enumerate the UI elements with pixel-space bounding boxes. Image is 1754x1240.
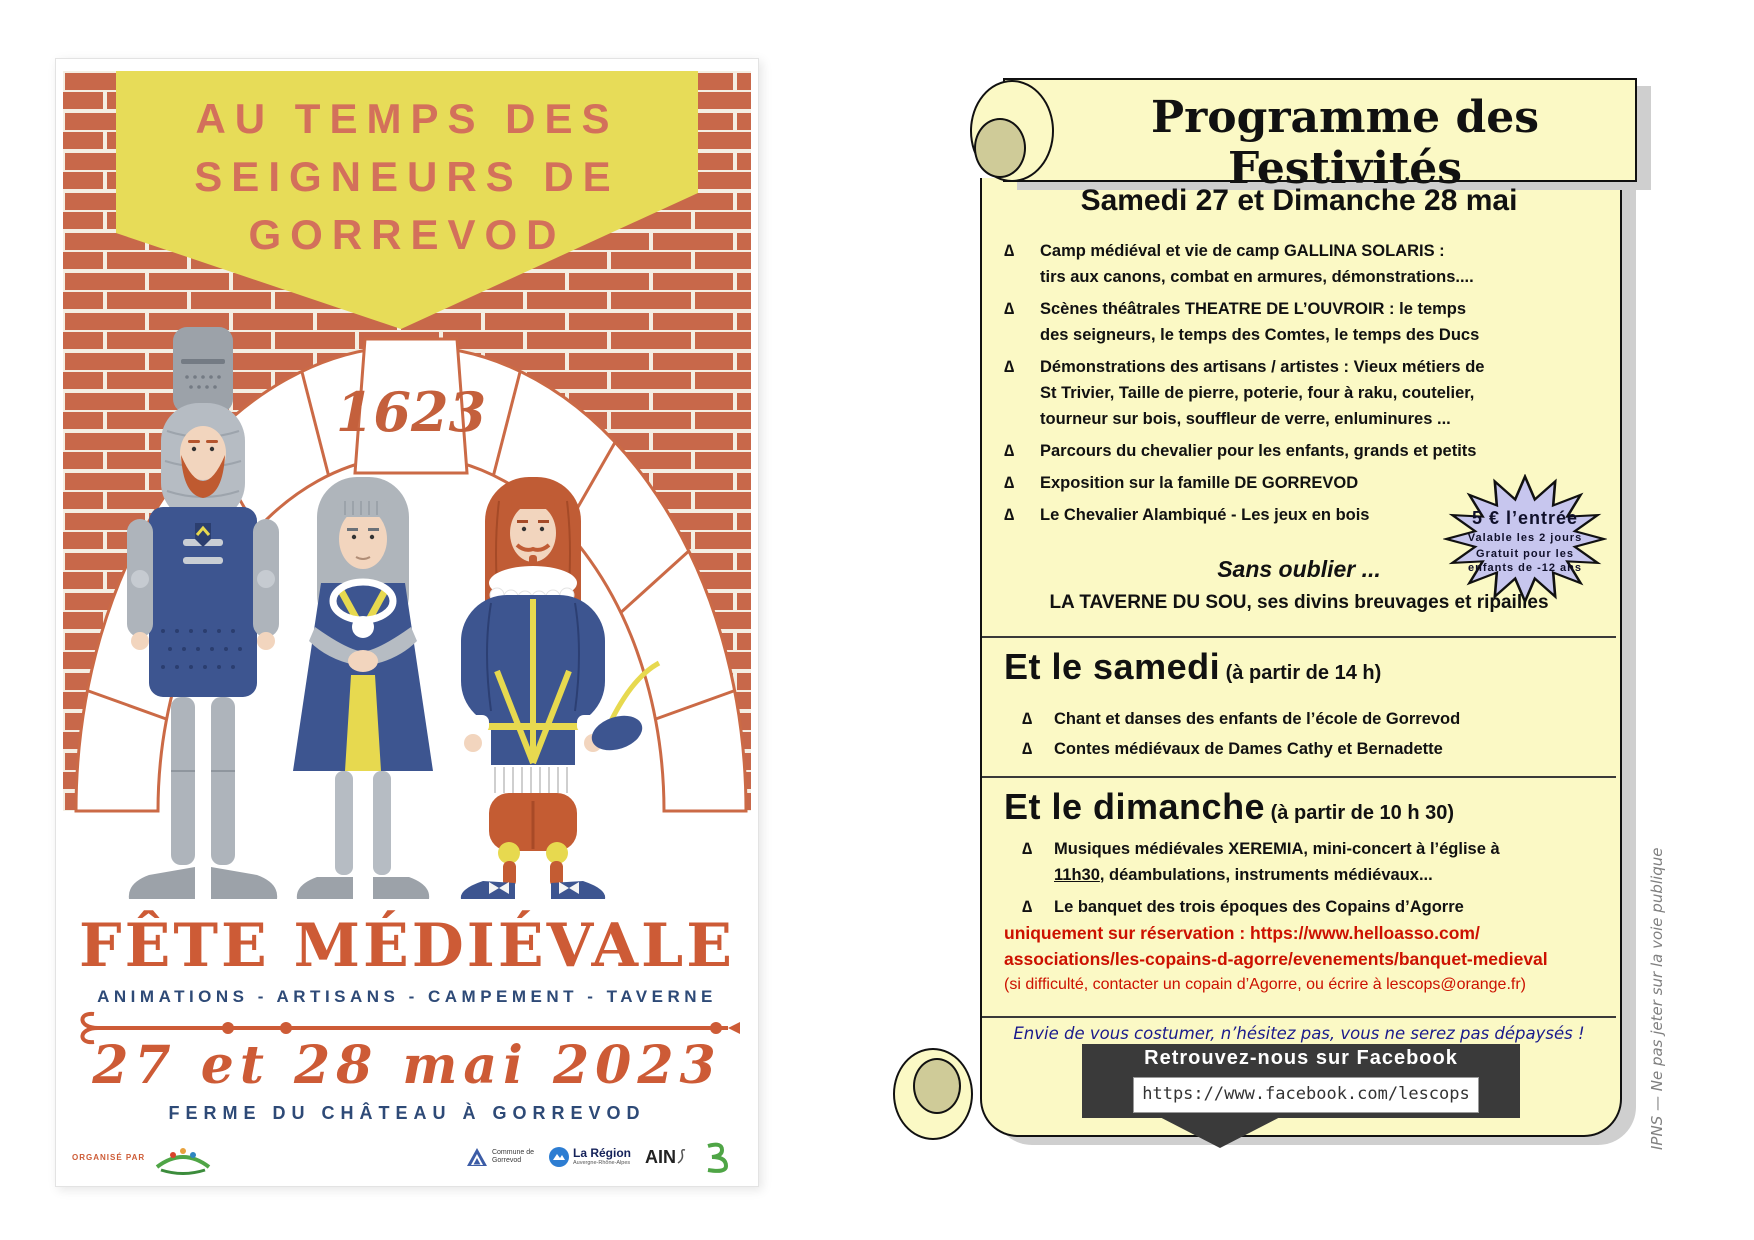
facebook-banner <box>1082 1044 1520 1118</box>
medieval-poster <box>55 58 759 1187</box>
sunday-items <box>1022 836 1500 920</box>
list-item: ∆ Camp médiéval et vie de camp GALLINA SOLARIS : <box>1002 238 1608 264</box>
print-margin-note: IPNS — Ne pas jeter sur la voie publique <box>1648 847 1666 1150</box>
costume-note: Envie de vous costumer, n’hésitez pas, vous ne serez pas dépaysés ! <box>1013 1024 1585 1043</box>
list-item-continuation: 11h30, déambulations, instruments médiévaux... <box>1054 866 1433 884</box>
poster-subtitle: ANIMATIONS - ARTISANS - CAMPEMENT - TAVERNE <box>97 987 717 1006</box>
organizer-logo-icon <box>151 1139 215 1175</box>
poster-location: FERME DU CHÂTEAU À GORREVOD <box>168 1103 646 1123</box>
scroll-top-curl <box>970 80 1054 182</box>
logo-communaute-communes <box>702 1140 730 1174</box>
dont-forget-text: Sans oublier ... <box>1217 556 1381 582</box>
section-divider <box>982 636 1616 638</box>
list-item: ∆ Parcours du chevalier pour les enfants, grands et petits <box>1002 438 1608 464</box>
price-free-line1: Gratuit pour les <box>1476 548 1574 560</box>
list-item: ∆ Contes médiévaux de Dames Cathy et Bernadette <box>1022 734 1460 764</box>
taverne-text: LA TAVERNE DU SOU, ses divins breuvages et ripailles <box>1049 592 1549 613</box>
reservation-line: uniquement sur réservation : https://www.helloasso.com/ <box>1004 923 1480 943</box>
list-item: ∆ Le banquet des trois époques des Copains d’Agorre <box>1022 894 1500 920</box>
delta-bullet-icon: ∆ <box>1004 358 1015 376</box>
logo-commune-gorrevod: Commune de Gorrevod <box>465 1145 534 1169</box>
poster-dates: 27 et 28 mai 2023 <box>92 1035 722 1096</box>
poster-illustration <box>63 71 751 916</box>
scroll-title-band <box>1003 78 1637 194</box>
program-title: Programme des Festivités <box>1150 92 1540 194</box>
delta-bullet-icon: ∆ <box>1022 898 1033 916</box>
logo-region-aura: La Région Auvergne-Rhône-Alpes <box>548 1146 631 1168</box>
list-item: ∆ Chant et danses des enfants de l’école de Gorrevod <box>1022 704 1460 734</box>
facebook-url: https://www.facebook.com/lescops <box>1142 1084 1470 1104</box>
delta-bullet-icon: ∆ <box>1004 442 1015 460</box>
list-item: ∆ Le Chevalier Alambiqué - Les jeux en bois <box>1002 502 1608 528</box>
banner-line-2: SEIGNEURS DE <box>194 153 620 200</box>
entry-price-badge <box>1443 474 1607 604</box>
reservation-contact-line: (si difficulté, contacter un copain d’Agorre, ou écrire à lescops@orange.fr) <box>1004 976 1526 993</box>
list-item: ∆ Démonstrations des artisans / artistes : Vieux métiers de <box>1002 354 1608 380</box>
time-emphasis: 11h30 <box>1054 866 1100 884</box>
facebook-banner-label: Retrouvez-nous sur Facebook <box>1144 1047 1458 1069</box>
green-swoosh-icon <box>702 1140 730 1174</box>
delta-bullet-icon: ∆ <box>1004 300 1015 318</box>
section-divider <box>982 776 1616 778</box>
delta-bullet-icon: ∆ <box>1022 840 1033 858</box>
sunday-heading: Et le dimanche (à partir de 10 h 30) <box>1004 786 1455 827</box>
banner-line-3: GORREVOD <box>248 211 566 258</box>
delta-bullet-icon: ∆ <box>1022 740 1033 758</box>
delta-bullet-icon: ∆ <box>1004 474 1015 492</box>
delta-bullet-icon: ∆ <box>1004 242 1015 260</box>
saturday-items <box>1022 704 1460 764</box>
delta-bullet-icon: ∆ <box>1022 710 1033 728</box>
logo-departement-ain: AIN <box>645 1147 688 1168</box>
organized-by-label: ORGANISÉ PAR <box>72 1152 146 1162</box>
list-item: ∆ Scènes théâtrales THEATRE DE L’OUVROIR : le temps <box>1002 296 1608 322</box>
facebook-url-box <box>1133 1077 1479 1113</box>
commune-triangle-icon <box>465 1145 489 1169</box>
list-item: ∆ Exposition sur la famille DE GORREVOD <box>1002 470 1608 496</box>
region-circle-icon <box>548 1146 570 1168</box>
keystone-year: 1623 <box>335 380 487 444</box>
price-free-line2: enfants de -12 ans <box>1468 562 1582 574</box>
list-item-continuation: tourneur sur bois, souffleur de verre, enluminures ... <box>1040 410 1451 428</box>
reservation-notice <box>1004 920 1614 998</box>
sponsor-logos-row <box>72 1135 744 1179</box>
list-item: ∆ Musiques médiévales XEREMIA, mini-concert à l’église à <box>1022 836 1500 862</box>
delta-bullet-icon: ∆ <box>1004 506 1015 524</box>
section-divider <box>982 1016 1616 1018</box>
scroll-bottom-curl <box>893 1048 973 1140</box>
price-text: 5 € l’entrée <box>1471 508 1579 528</box>
list-item-continuation: St Trivier, Taille de pierre, poterie, four à raku, coutelier, <box>1040 384 1475 402</box>
banner-line-1: AU TEMPS DES <box>195 95 619 142</box>
saturday-heading: Et le samedi (à partir de 14 h) <box>1004 646 1382 687</box>
poster-title: FÊTE MÉDIÉVALE <box>79 911 735 981</box>
list-item-continuation: tirs aux canons, combat en armures, démonstrations.... <box>1040 268 1474 286</box>
list-item-continuation: des seigneurs, le temps des Comtes, le temps des Ducs <box>1040 326 1480 344</box>
price-validity: Valable les 2 jours <box>1467 532 1583 544</box>
weekend-heading: Samedi 27 et Dimanche 28 mai <box>1080 184 1518 217</box>
reservation-url-line: associations/les-copains-d-agorre/evenements/banquet-medieval <box>1004 949 1548 969</box>
ain-flourish-icon <box>676 1147 688 1167</box>
